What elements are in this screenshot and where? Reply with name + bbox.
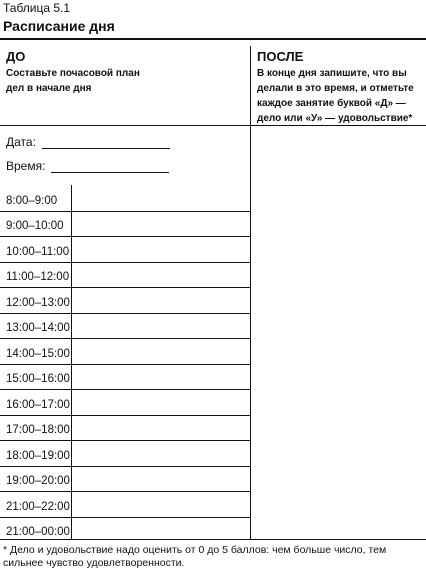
- table-row[interactable]: [0, 236, 250, 262]
- slot-label: 13:00–14:00: [6, 322, 70, 334]
- table-row[interactable]: [0, 287, 250, 313]
- slot-label: 10:00–11:00: [6, 245, 70, 258]
- slot-label: 19:00–20:00: [6, 475, 70, 487]
- table-row[interactable]: [0, 364, 250, 390]
- time-label: Время:: [6, 159, 46, 173]
- table-row[interactable]: [0, 338, 250, 364]
- slot-label: 16:00–17:00: [6, 398, 70, 411]
- before-instruction: Составьте почасовой план дел в начале дня: [6, 68, 140, 94]
- slot-label: 21:00–22:00: [6, 500, 70, 513]
- after-heading: ПОСЛЕ: [257, 49, 304, 64]
- table-row[interactable]: [0, 211, 250, 237]
- column-divider: [250, 46, 251, 539]
- footnote: * Дело и удовольствие надо оценить от 0 до 5 баллов: чем больше число, тем сильнее чувство удовлетворенности.: [3, 544, 387, 569]
- table-caption: Таблица 5.1: [3, 1, 71, 15]
- date-label: Дата:: [6, 135, 36, 149]
- slot-label: 12:00–13:00: [6, 296, 70, 309]
- table-row[interactable]: [0, 313, 250, 339]
- slot-label: 14:00–15:00: [6, 347, 70, 360]
- before-heading: ДО: [6, 49, 26, 64]
- table-row[interactable]: [0, 389, 250, 415]
- slot-label: 11:00–12:00: [6, 271, 70, 283]
- table-row[interactable]: [0, 440, 250, 466]
- slot-label: 15:00–16:00: [6, 373, 70, 385]
- table-row[interactable]: [0, 466, 250, 492]
- after-instruction: В конце дня запишите, что вы делали в это время, и отметьте каждое занятие буквой «Д» — дело или «У» — удовольствие*: [257, 68, 414, 124]
- time-field[interactable]: [6, 159, 169, 173]
- date-field[interactable]: [6, 135, 170, 149]
- table-row[interactable]: [0, 185, 250, 211]
- slot-label: 18:00–19:00: [6, 449, 70, 462]
- slot-label: 21:00–00:00: [6, 526, 70, 538]
- slot-label: 17:00–18:00: [6, 424, 70, 436]
- slot-label: 9:00–10:00: [6, 220, 64, 232]
- page-title: Расписание дня: [3, 18, 115, 34]
- table-row[interactable]: [0, 517, 250, 543]
- table-row[interactable]: [0, 415, 250, 441]
- top-rule: [0, 38, 426, 40]
- table-row[interactable]: [0, 491, 250, 517]
- date-blank[interactable]: [42, 137, 170, 149]
- table-row[interactable]: [0, 262, 250, 288]
- time-blank[interactable]: [51, 161, 169, 173]
- slot-label: 8:00–9:00: [6, 194, 58, 207]
